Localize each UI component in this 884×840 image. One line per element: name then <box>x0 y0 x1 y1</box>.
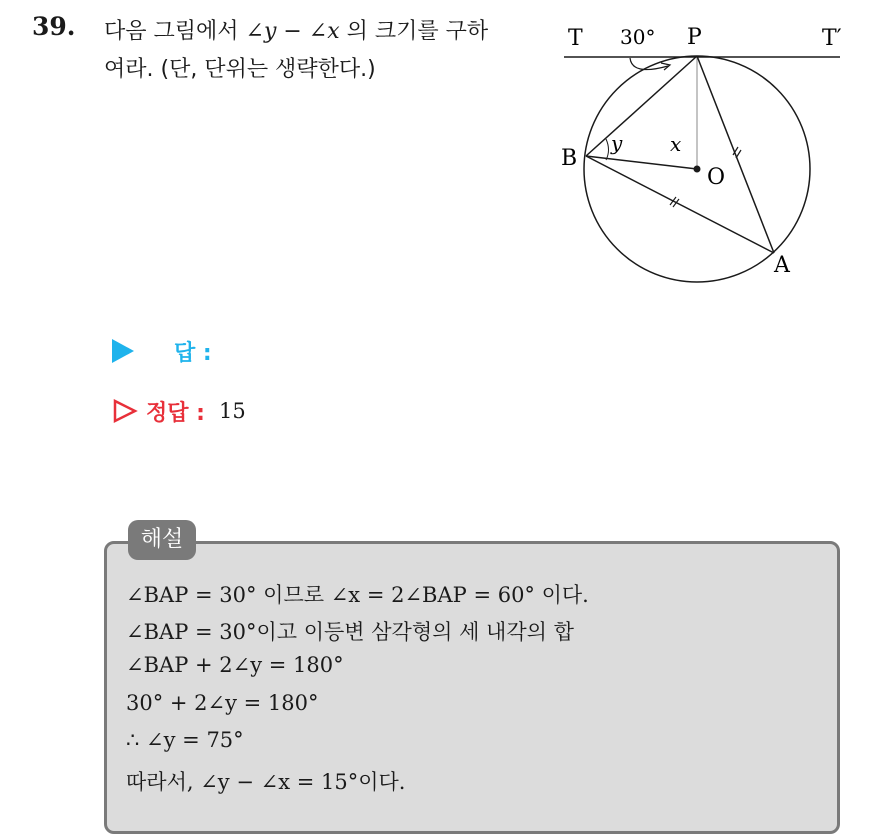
solution-line-1: ∠BAP = 30° 이므로 ∠x = 2∠BAP = 60° 이다. <box>126 583 589 607</box>
answer-row <box>112 336 212 366</box>
label-o: O <box>707 165 726 190</box>
correct-answer-value: 15 <box>218 399 246 423</box>
chord-pa <box>697 56 774 253</box>
solution-line-3: ∠BAP + 2∠y = 180° <box>126 653 344 677</box>
label-t: T <box>568 26 583 51</box>
label-x: x <box>670 132 682 156</box>
correct-answer-row <box>112 396 246 426</box>
question-prefix: 다음 그림에서 <box>104 19 239 44</box>
question-expression: ∠y − ∠x <box>245 19 340 44</box>
play-arrow-icon <box>112 339 134 363</box>
geometry-figure <box>560 18 850 283</box>
correct-answer-label: 정답 : <box>146 400 205 426</box>
outline-triangle-icon <box>112 398 138 424</box>
segment-bo <box>586 156 697 169</box>
question-suffix: 의 크기를 구하 <box>346 19 489 44</box>
tick-mark-pa-2 <box>736 150 741 158</box>
solution-tag: 해설 <box>128 520 196 560</box>
label-a: A <box>774 253 790 278</box>
center-point <box>694 166 701 173</box>
label-30-degrees: 30° <box>620 25 656 49</box>
solution-line-6: 따라서, ∠y − ∠x = 15°이다. <box>126 770 406 794</box>
angle-arc-y <box>606 139 609 160</box>
question-number: 39. <box>32 12 76 41</box>
answer-label: 답 : <box>174 340 212 366</box>
label-b: B <box>561 146 578 171</box>
label-p: P <box>687 25 702 50</box>
label-y: y <box>611 131 623 155</box>
solution-line-5: ∴ ∠y = 75° <box>126 728 244 752</box>
question-line-1 <box>104 14 488 45</box>
label-t-prime: T′ <box>822 26 842 51</box>
chord-ba <box>586 156 774 253</box>
solution-line-4: 30° + 2∠y = 180° <box>126 691 319 715</box>
solution-line-2: ∠BAP = 30°이고 이등변 삼각형의 세 내각의 합 <box>126 620 574 644</box>
question-line-2: 여라. (단, 단위는 생략한다.) <box>104 57 376 82</box>
